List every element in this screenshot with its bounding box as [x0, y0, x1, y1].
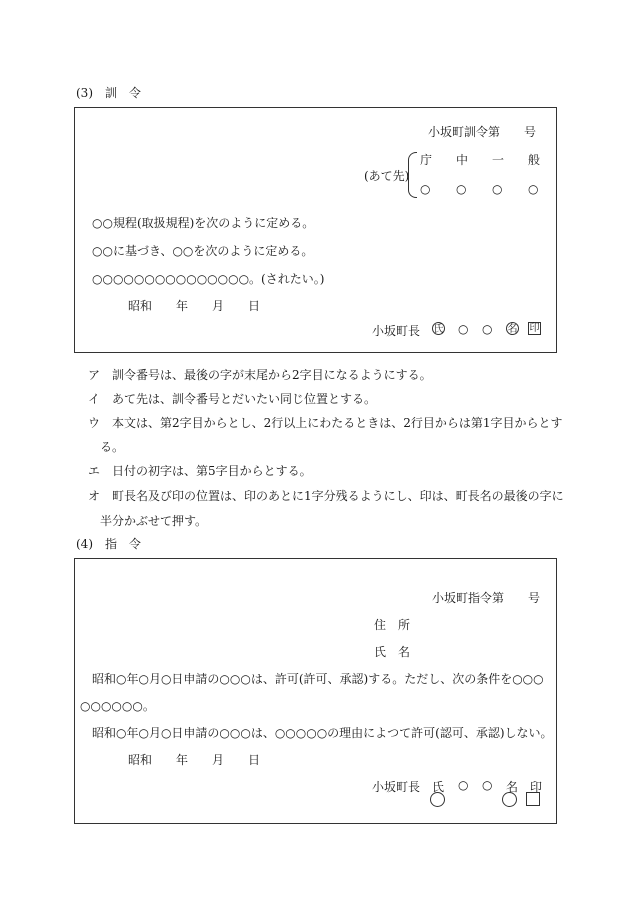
- kunrei-body-line2: ○○に基づき、○○を次のように定める。: [92, 244, 314, 258]
- kunrei-body-line3: ○○○○○○○○○○○○○○○。(されたい。): [92, 272, 325, 286]
- address-char: 一: [492, 153, 505, 167]
- note-text: 訓令番号は、最後の字が末尾から2字目になるようにする。: [112, 368, 432, 382]
- seal-circle: ○: [482, 322, 493, 336]
- note-text: あて先は、訓令番号とだいたい同じ位置とする。: [112, 392, 377, 406]
- note-continuation: る。: [100, 440, 125, 454]
- address-circle: ○: [528, 182, 539, 196]
- shirei-name: 氏 名: [374, 645, 411, 659]
- kunrei-signer: 小坂町長: [372, 324, 421, 338]
- note-mark: イ: [88, 392, 101, 406]
- seal-square-shape: [526, 792, 540, 806]
- address-char: 庁: [420, 153, 433, 167]
- kunrei-date: 昭和 年 月 日: [128, 299, 261, 313]
- note-mark: ア: [88, 368, 101, 382]
- seal-circle-shape: [430, 792, 445, 807]
- note-text: 町長名及び印の位置は、印のあとに1字分残るようにし、印は、町長名の最後の字に: [112, 489, 564, 503]
- seal-char: 印: [530, 780, 543, 794]
- seal-char: 氏: [432, 780, 445, 794]
- shirei-signer: 小坂町長: [372, 780, 421, 794]
- shirei-doc-number: 小坂町指令第 号: [432, 591, 541, 605]
- address-circle: ○: [492, 182, 503, 196]
- section3-heading: (3) 訓 令: [76, 86, 141, 100]
- circled-char: 名: [507, 324, 518, 335]
- section4-heading: (4) 指 令: [76, 537, 141, 551]
- seal-circle: ○: [482, 778, 493, 792]
- note-text: 日付の初字は、第5字目からとする。: [112, 464, 312, 478]
- circled-char: 氏: [433, 324, 444, 335]
- note-text: 本文は、第2字目からとし、2行以上にわたるときは、2行目からは第1字目からとす: [112, 416, 563, 430]
- address-circle: ○: [420, 182, 431, 196]
- note-mark: エ: [88, 464, 101, 478]
- shirei-body-line2: 昭和○年○月○日申請の○○○は、○○○○○の理由によつて許可(認可、承認)しない。: [92, 726, 553, 740]
- shirei-body-line1: 昭和○年○月○日申請の○○○は、許可(許可、承認)する。ただし、次の条件を○○○: [92, 672, 544, 686]
- seal-char: 名: [506, 780, 519, 794]
- shirei-address: 住 所: [374, 618, 411, 632]
- address-char: 般: [528, 153, 541, 167]
- note-continuation: 半分かぶせて押す。: [100, 514, 208, 528]
- kunrei-doc-number: 小坂町訓令第 号: [428, 125, 537, 139]
- seal-circle: ○: [458, 322, 469, 336]
- shirei-date: 昭和 年 月 日: [128, 753, 261, 767]
- address-brace: [408, 152, 417, 198]
- shirei-body-line1-cont: ○○○○○○。: [80, 699, 155, 713]
- address-label: (あて先): [364, 169, 410, 183]
- kunrei-body-line1: ○○規程(取扱規程)を次のように定める。: [92, 216, 315, 230]
- address-char: 中: [456, 153, 469, 167]
- note-mark: オ: [88, 489, 101, 503]
- address-circle: ○: [456, 182, 467, 196]
- seal-stamp: 印: [529, 323, 540, 334]
- note-mark: ウ: [88, 416, 101, 430]
- seal-circle-shape: [502, 792, 517, 807]
- seal-circle: ○: [458, 778, 469, 792]
